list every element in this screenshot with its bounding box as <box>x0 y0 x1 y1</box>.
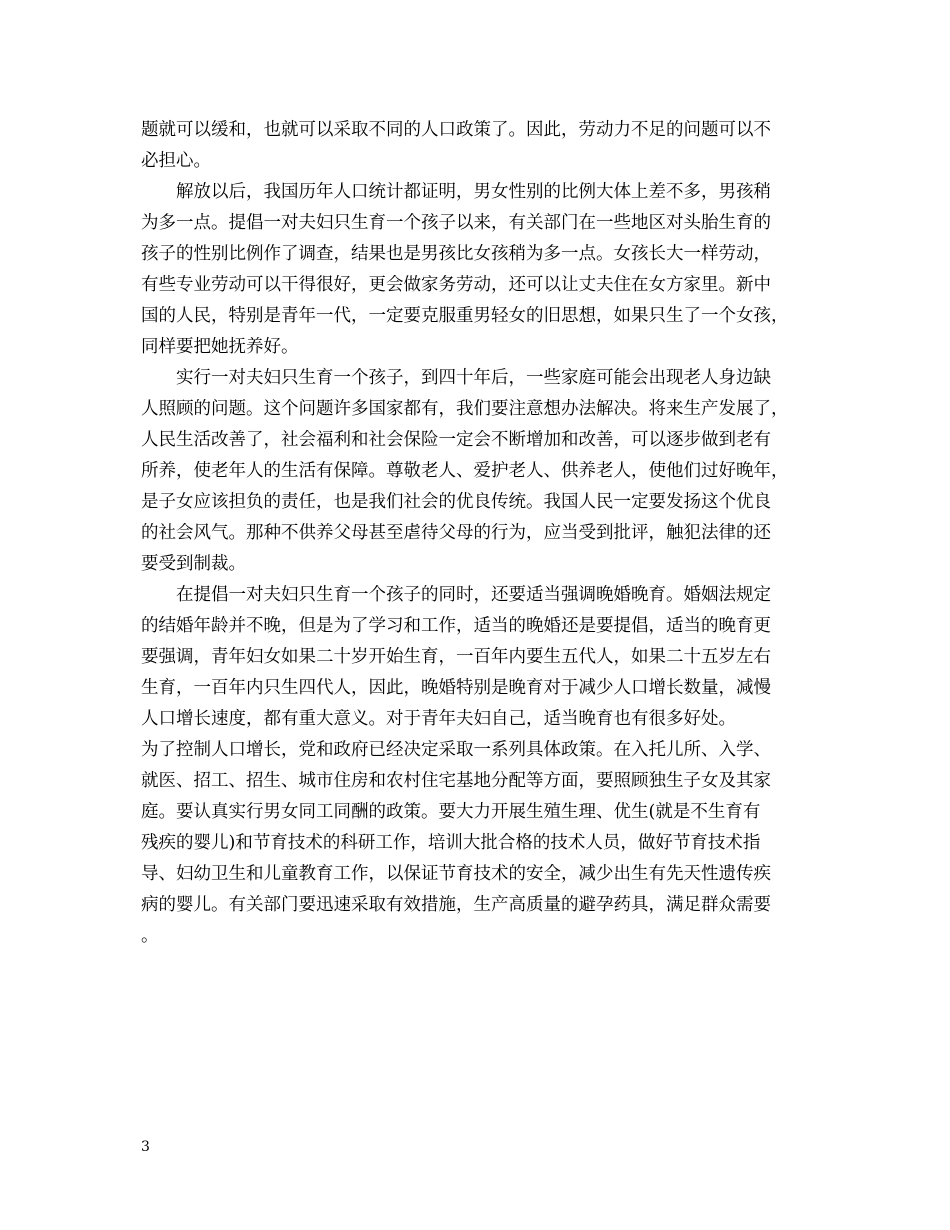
text-line: 人口增长速度，都有重大意义。对于青年夫妇自己，适当晚育也有很多好处。 <box>141 709 736 729</box>
text-line: 必担心。 <box>141 151 211 171</box>
text-line: 人照顾的问题。这个问题许多国家都有，我们要注意想办法解决。将来生产发展了， <box>141 399 789 419</box>
text-line: 解放以后，我国历年人口统计都证明，男女性别的比例大体上差不多，男孩稍 <box>176 182 771 202</box>
text-line: 残疾的婴儿)和节育技术的科研工作，培训大批合格的技术人员，做好节育技术指 <box>141 833 761 853</box>
text-line: 为了控制人口增长，党和政府已经决定采取一系列具体政策。在入托儿所、入学、 <box>141 740 771 760</box>
text-line: 导、妇幼卫生和儿童教育工作，以保证节育技术的安全，减少出生有先天性遗传疾 <box>141 864 771 884</box>
text-line: 有些专业劳动可以干得很好，更会做家务劳动，还可以让丈夫住在女方家里。新中 <box>141 275 771 295</box>
text-line: 要受到制裁。 <box>141 554 246 574</box>
text-line: 。 <box>141 926 159 946</box>
text-line: 要强调，青年妇女如果二十岁开始生育，一百年内要生五代人，如果二十五岁左右 <box>141 647 771 667</box>
text-line: 所养，使老年人的生活有保障。尊敬老人、爱护老人、供养老人，使他们过好晚年， <box>141 461 789 481</box>
page-number: 3 <box>141 1139 150 1155</box>
body-text <box>141 115 831 952</box>
text-line: 的社会风气。那种不供养父母甚至虐待父母的行为，应当受到批评，触犯法律的还 <box>141 523 771 543</box>
paragraph <box>141 115 831 177</box>
paragraph <box>141 177 831 363</box>
text-line: 病的婴儿。有关部门要迅速采取有效措施，生产高质量的避孕药具，满足群众需要 <box>141 895 771 915</box>
paragraph <box>141 580 831 952</box>
paragraph <box>141 363 831 580</box>
text-line: 生育，一百年内只生四代人，因此，晚婚特别是晚育对于减少人口增长数量，减慢 <box>141 678 771 698</box>
text-line: 题就可以缓和，也就可以采取不同的人口政策了。因此，劳动力不足的问题可以不 <box>141 120 771 140</box>
text-line: 实行一对夫妇只生育一个孩子，到四十年后，一些家庭可能会出现老人身边缺 <box>176 368 771 388</box>
text-line: 在提倡一对夫妇只生育一个孩子的同时，还要适当强调晚婚晚育。婚姻法规定 <box>176 585 771 605</box>
text-line: 的结婚年龄并不晚，但是为了学习和工作，适当的晚婚还是要提倡，适当的晚育更 <box>141 616 771 636</box>
text-line: 庭。要认真实行男女同工同酬的政策。要大力开展生殖生理、优生(就是不生育有 <box>141 802 761 822</box>
text-line: 国的人民，特别是青年一代，一定要克服重男轻女的旧思想，如果只生了一个女孩， <box>141 306 789 326</box>
text-line: 同样要把她抚养好。 <box>141 337 299 357</box>
text-line: 孩子的性别比例作了调查，结果也是男孩比女孩稍为多一点。女孩长大一样劳动， <box>141 244 771 264</box>
text-line: 人民生活改善了，社会福利和社会保险一定会不断增加和改善，可以逐步做到老有 <box>141 430 771 450</box>
text-line: 是子女应该担负的责任，也是我们社会的优良传统。我国人民一定要发扬这个优良 <box>141 492 771 512</box>
text-line: 为多一点。提倡一对夫妇只生育一个孩子以来，有关部门在一些地区对头胎生育的 <box>141 213 771 233</box>
text-line: 就医、招工、招生、城市住房和农村住宅基地分配等方面，要照顾独生子女及其家 <box>141 771 771 791</box>
